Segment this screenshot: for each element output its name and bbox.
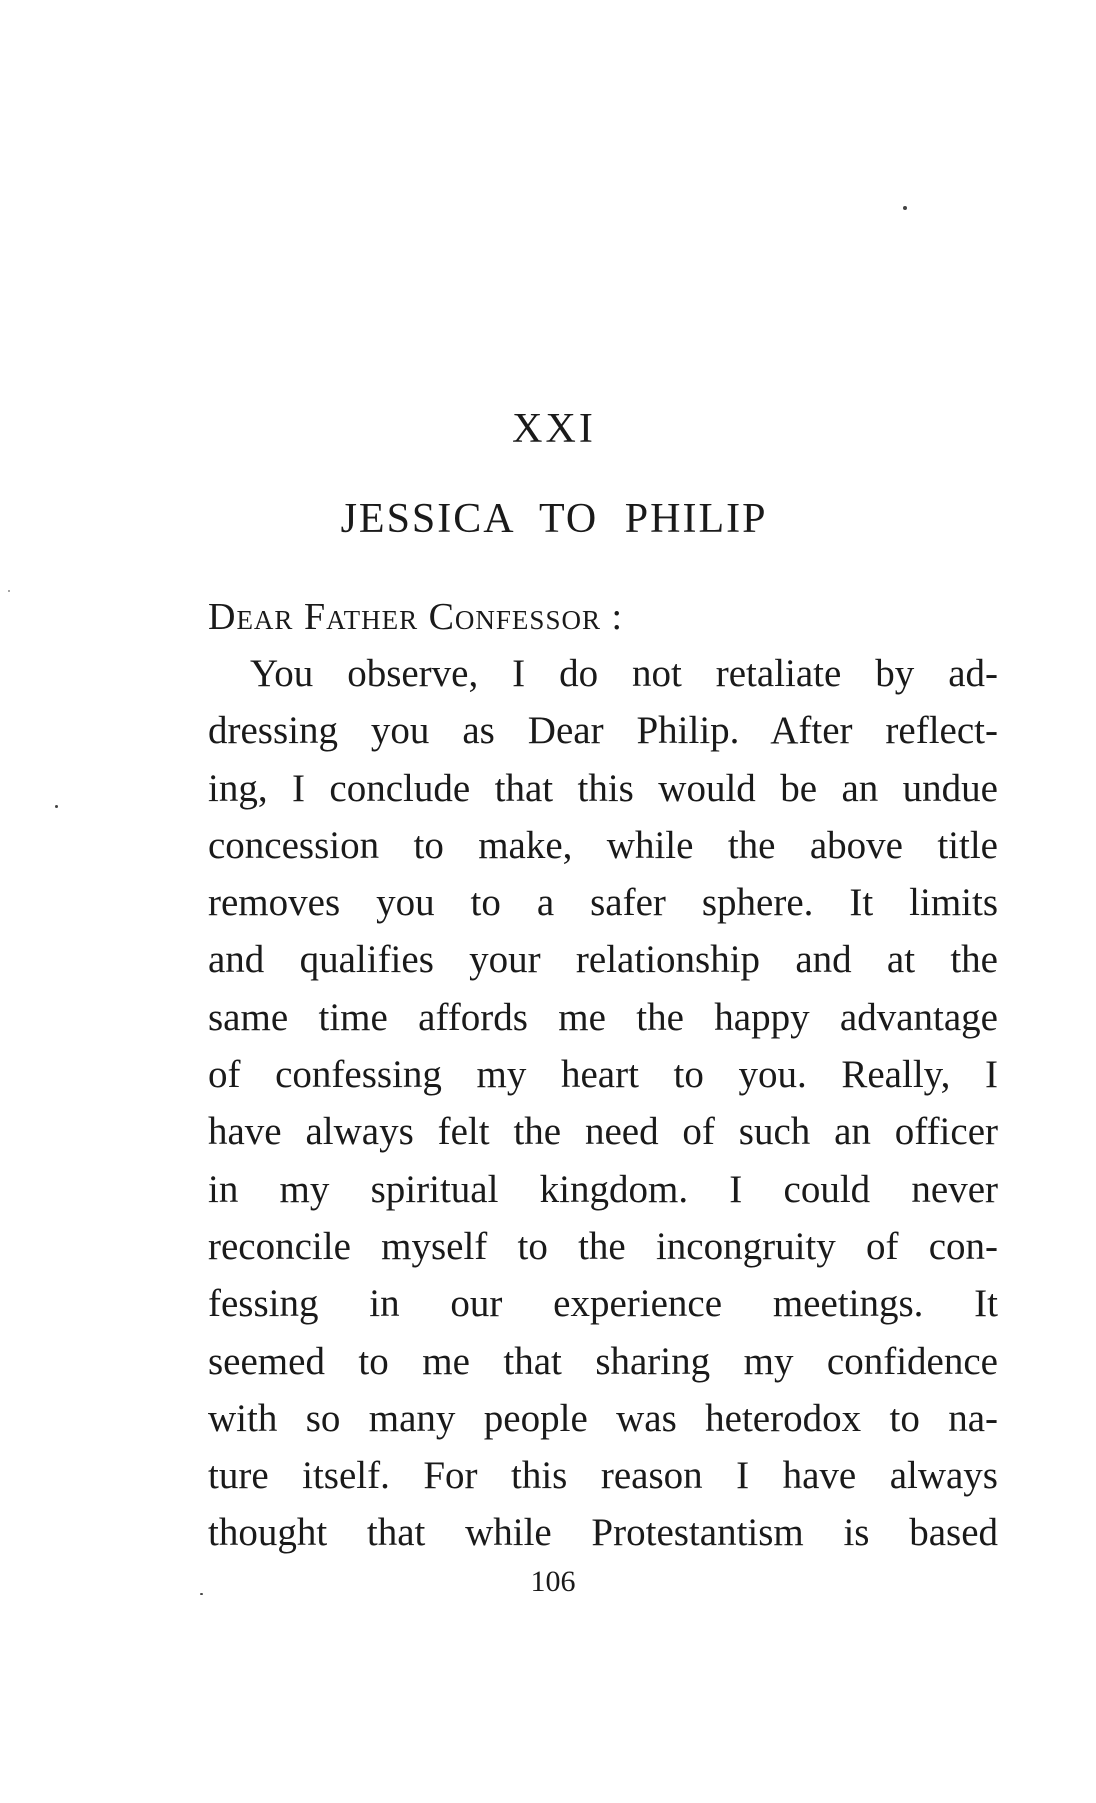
chapter-number: XXI bbox=[512, 406, 596, 452]
page-number: 106 bbox=[530, 1565, 576, 1598]
text-line: ture itself. For this reason I have always bbox=[208, 1454, 998, 1498]
text-line: of confessing my heart to you. Really, I bbox=[208, 1053, 998, 1097]
text-line: and qualifies your relationship and at the bbox=[208, 938, 998, 982]
text-line: reconcile myself to the incongruity of con- bbox=[208, 1224, 998, 1268]
text-line: thought that while Protestantism is based bbox=[208, 1511, 998, 1555]
text-line: dressing you as Dear Philip. After reflect- bbox=[208, 709, 998, 753]
text-line: ing, I conclude that this would be an undue bbox=[208, 766, 998, 810]
chapter-title: JESSICA TO PHILIP bbox=[340, 496, 768, 542]
print-speck bbox=[200, 1593, 203, 1595]
text-line: have always felt the need of such an officer bbox=[208, 1110, 998, 1154]
text-line: with so many people was heterodox to na- bbox=[208, 1396, 998, 1440]
print-speck bbox=[903, 206, 907, 210]
text-line: in my spiritual kingdom. I could never bbox=[208, 1167, 998, 1211]
text-line: removes you to a safer sphere. It limits bbox=[208, 881, 998, 925]
print-speck bbox=[8, 590, 10, 592]
text-line: same time affords me the happy advantage bbox=[208, 995, 998, 1039]
text-line: concession to make, while the above title bbox=[208, 823, 998, 867]
text-line: seemed to me that sharing my confidence bbox=[208, 1339, 998, 1383]
letter-salutation: Dear Father Confessor : bbox=[208, 596, 624, 638]
text-line: You observe, I do not retaliate by ad- bbox=[250, 652, 998, 695]
print-speck bbox=[55, 805, 58, 808]
text-line: fessing in our experience meetings. It bbox=[208, 1282, 998, 1326]
letter-body bbox=[208, 645, 998, 1562]
